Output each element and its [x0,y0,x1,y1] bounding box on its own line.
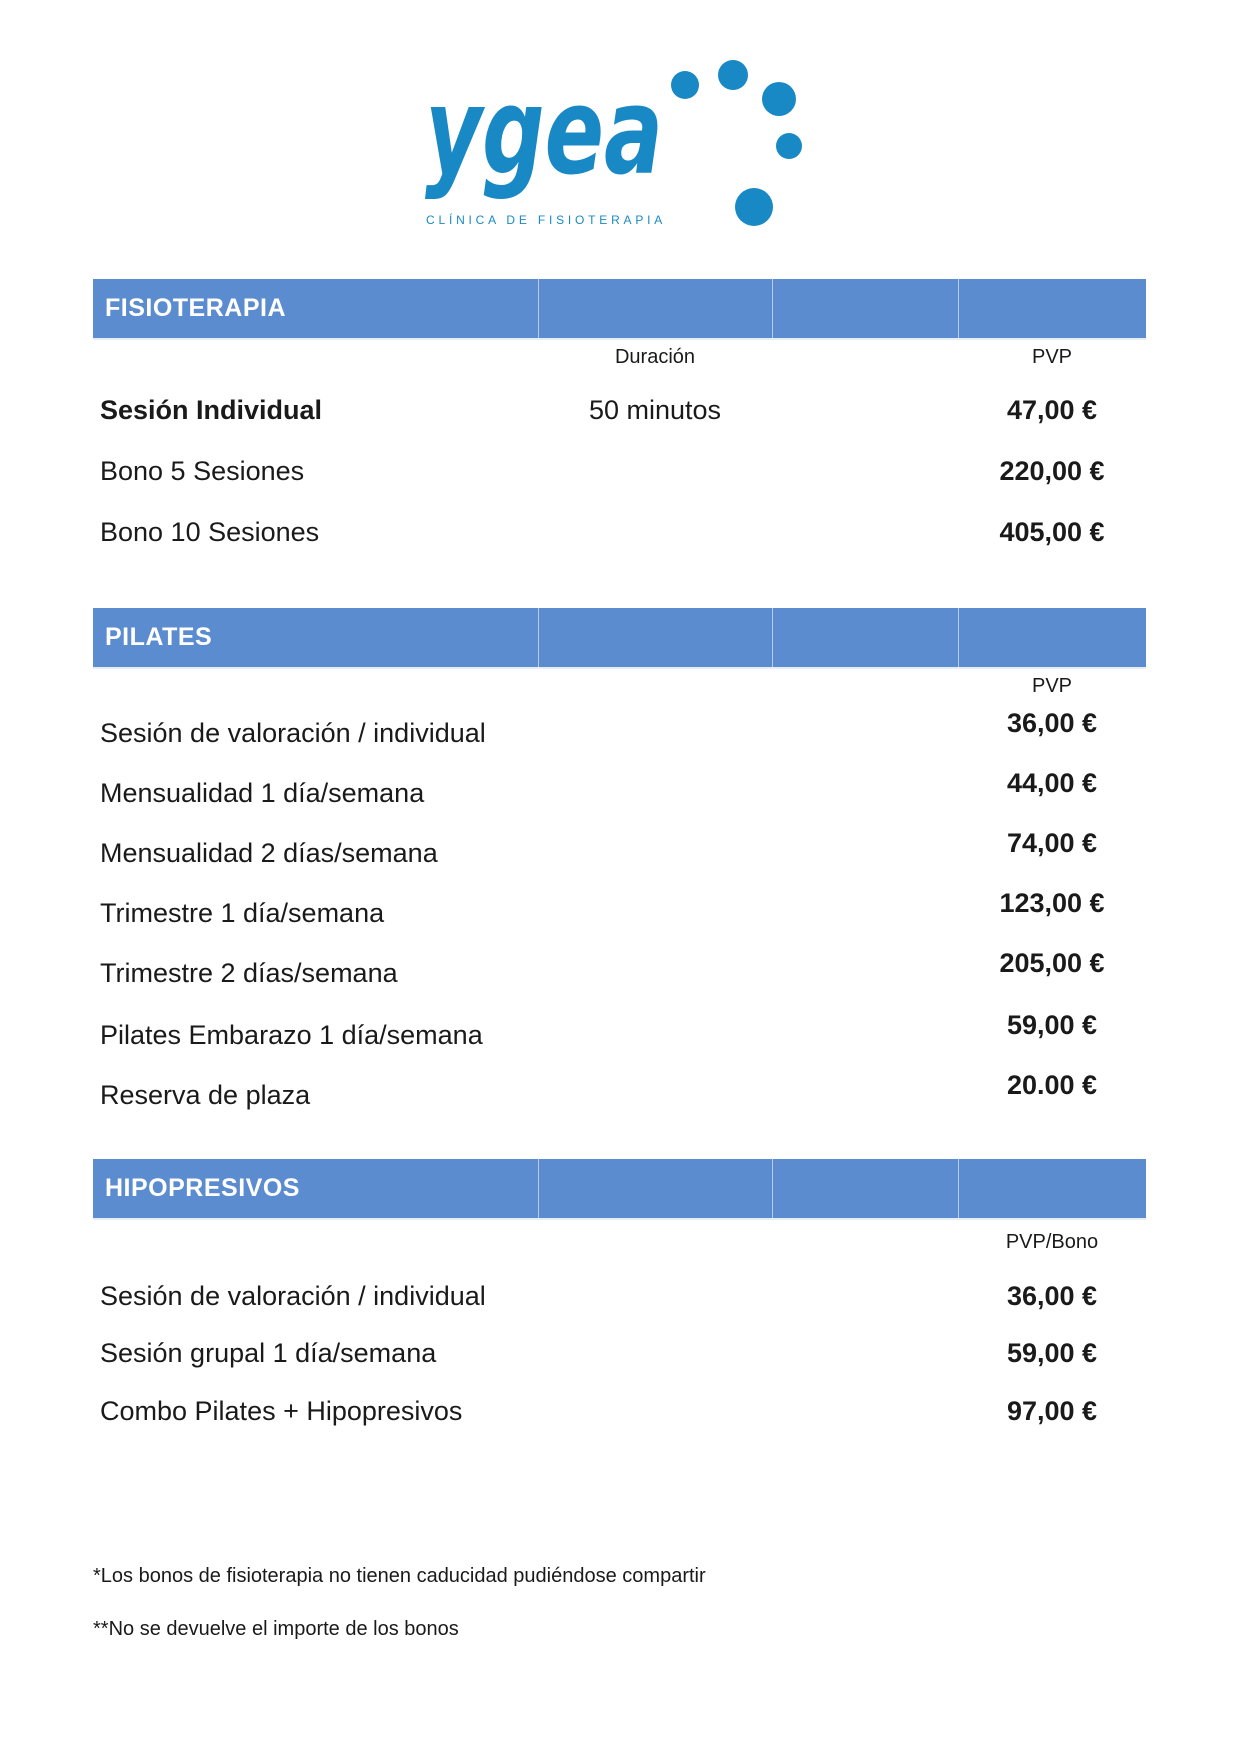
row-price: 123,00 € [999,888,1105,918]
logo-dot-2 [718,60,748,90]
column-header-duracion: Duración [614,346,696,368]
row-label: Bono 5 Sesiones [100,456,305,486]
row-label: Bono 10 Sesiones [100,517,320,547]
row-label: Reserva de plaza [100,1080,311,1110]
row-label: Trimestre 1 día/semana [100,898,385,928]
table-row [0,1279,1241,1313]
table-row [0,828,1241,870]
table-row [0,708,1241,750]
table-row [0,454,1241,488]
logo-dot-5 [735,188,773,226]
row-price: 59,00 € [1006,1010,1098,1040]
column-separator [958,1159,959,1218]
brand-wordmark [420,58,700,218]
footnote-1: *Los bonos de fisioterapia no tienen caducidad pudiéndose compartir [93,1565,706,1587]
column-separator [958,608,959,667]
table-row [0,1394,1241,1428]
row-label: Trimestre 2 días/semana [100,958,398,988]
table-row [0,948,1241,990]
column-header-pvp: PVP [1031,675,1073,697]
table-row [0,393,1241,427]
row-price: 74,00 € [1006,828,1098,858]
row-label: Sesión Individual [100,395,323,425]
column-separator [538,1159,539,1218]
logo-dot-4 [776,133,802,159]
clinic-logo [420,50,850,235]
row-label: Combo Pilates + Hipopresivos [100,1396,463,1426]
column-separator [538,279,539,338]
row-price: 97,00 € [1006,1396,1098,1426]
section-title: HIPOPRESIVOS [105,1174,300,1202]
column-header-pvp: PVP [1031,346,1073,368]
row-label: Sesión de valoración / individual [100,1281,486,1311]
column-separator [772,608,773,667]
row-label: Sesión grupal 1 día/semana [100,1338,437,1368]
footnote-2: **No se devuelve el importe de los bonos [93,1618,459,1640]
logo-dot-1 [671,71,699,99]
row-duration: 50 minutos [588,395,722,425]
column-separator [772,1159,773,1218]
row-price: 20.00 € [1006,1070,1098,1100]
row-price: 47,00 € [1006,395,1098,425]
row-price: 44,00 € [1006,768,1098,798]
table-row [0,1010,1241,1052]
row-price: 220,00 € [999,456,1105,486]
row-label: Mensualidad 1 día/semana [100,778,425,808]
section-title: PILATES [105,623,213,651]
brand-text: ygea [425,63,663,202]
section-header-fisioterapia [93,279,1146,340]
section-header-hipopresivos [93,1159,1146,1220]
column-separator [772,279,773,338]
table-row [0,768,1241,810]
column-separator [958,279,959,338]
row-label: Sesión de valoración / individual [100,718,486,748]
table-row [0,1336,1241,1370]
logo-dot-3 [762,82,796,116]
row-price: 36,00 € [1006,1281,1098,1311]
row-price: 405,00 € [999,517,1105,547]
row-label: Mensualidad 2 días/semana [100,838,438,868]
table-row [0,1070,1241,1112]
section-title: FISIOTERAPIA [105,294,287,322]
column-header-pvp-bono: PVP/Bono [1005,1231,1099,1253]
brand-tagline: CLÍNICA DE FISIOTERAPIA [426,213,667,227]
row-label: Pilates Embarazo 1 día/semana [100,1020,483,1050]
table-row [0,888,1241,930]
section-header-pilates [93,608,1146,669]
row-price: 36,00 € [1006,708,1098,738]
table-row [0,515,1241,549]
row-price: 205,00 € [999,948,1105,978]
column-separator [538,608,539,667]
row-price: 59,00 € [1006,1338,1098,1368]
